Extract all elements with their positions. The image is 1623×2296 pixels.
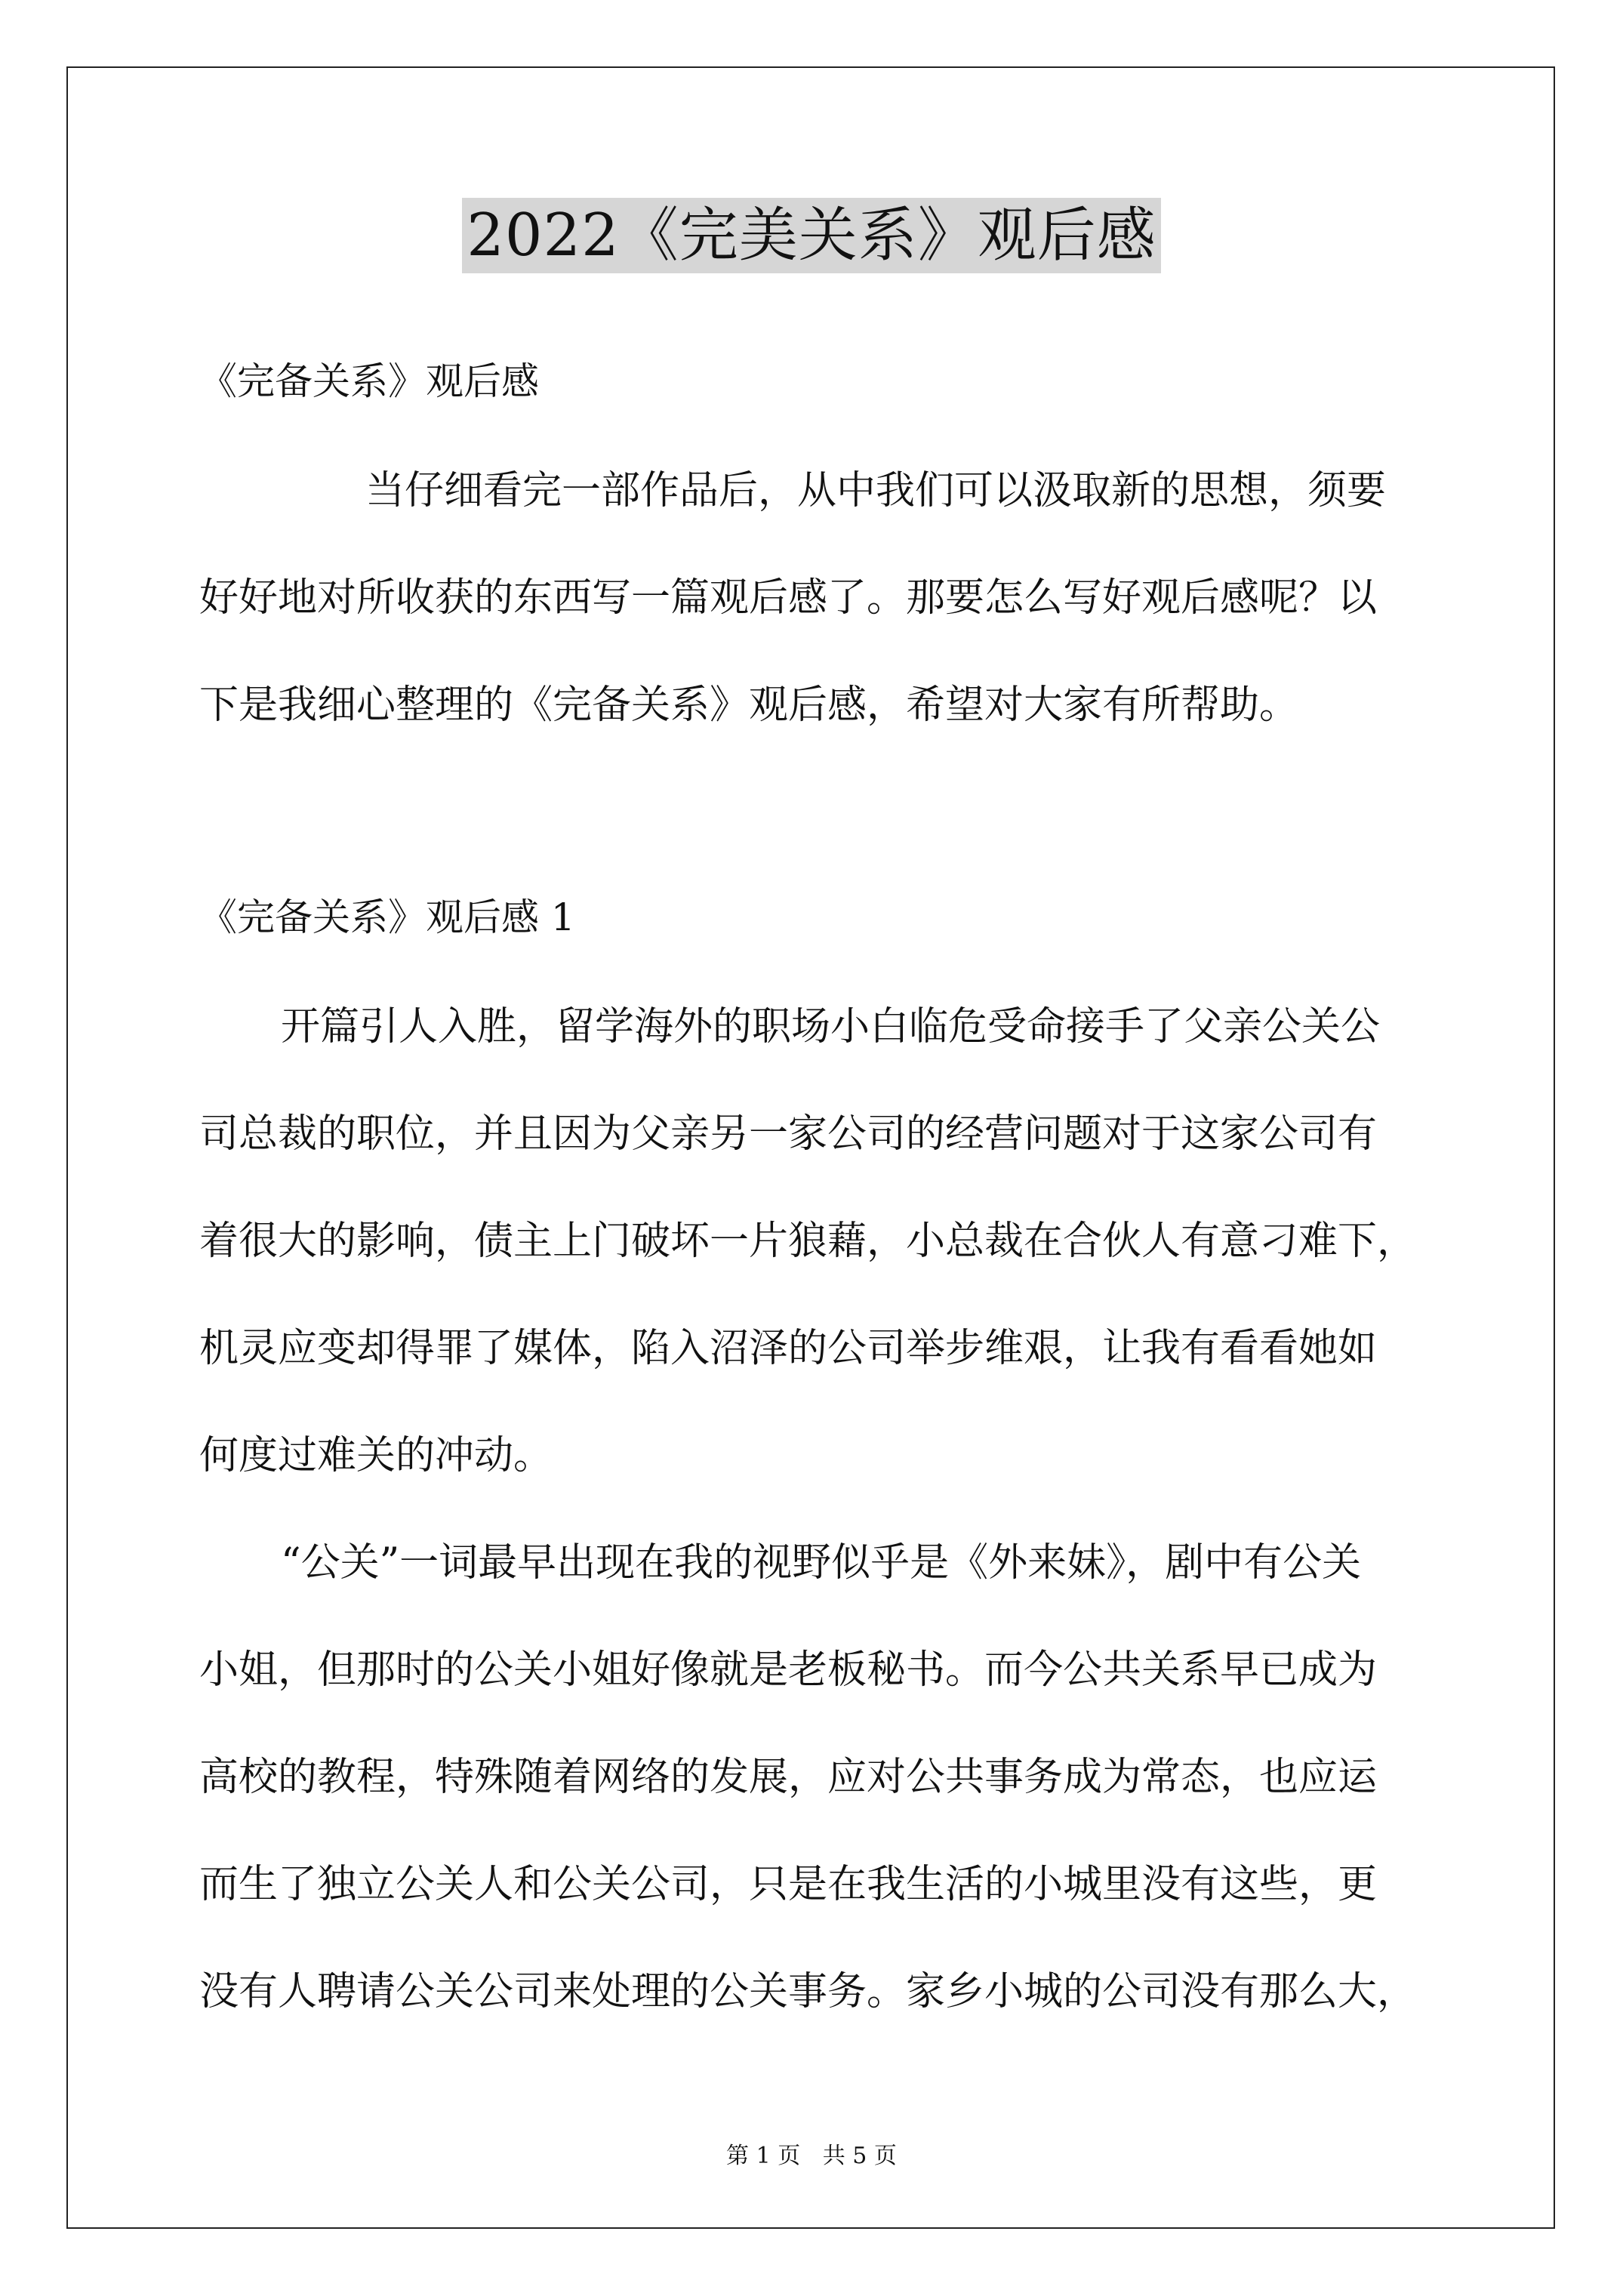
para1-line: 何度过难关的冲动。 [199, 1433, 553, 1478]
para1-line: 开篇引人入胜，留学海外的职场小白临危受命接手了父亲公关公 [281, 1004, 1381, 1049]
para1-line: 司总裁的职位，并且因为父亲另一家公司的经营问题对于这家公司有 [199, 1111, 1378, 1157]
para1-line: 机灵应变却得罪了媒体，陷入沼泽的公司举步维艰，让我有看看她如 [199, 1326, 1378, 1371]
para2-line: 而生了独立公关人和公关公司，只是在我生活的小城里没有这些，更 [199, 1862, 1378, 1907]
para2-line: 没有人聘请公关公司来处理的公关事务。家乡小城的公司没有那么大， [199, 1969, 1417, 2014]
para1-line: 着很大的影响，债主上门破坏一片狼藉，小总裁在合伙人有意刁难下， [199, 1219, 1417, 1264]
title-container [0, 198, 1623, 273]
page-total: 共 5 页 [822, 2143, 897, 2169]
para2-line: 高校的教程，特殊随着网络的发展，应对公共事务成为常态，也应运 [199, 1755, 1378, 1800]
document-title: 2022《完美关系》观后感 [462, 198, 1161, 273]
para2-line: 小姐，但那时的公关小姐好像就是老板秘书。而今公共关系早已成为 [199, 1647, 1378, 1693]
intro-line: 当仔细看完一部作品后，从中我们可以汲取新的思想，须要 [365, 468, 1387, 513]
part1-heading: 《完备关系》观后感 1 [199, 895, 575, 939]
page-footer [0, 2141, 1623, 2171]
intro-line: 下是我细心整理的《完备关系》观后感，希望对大家有所帮助。 [199, 683, 1299, 728]
page-number: 第 1 页 [726, 2143, 801, 2169]
intro-line: 好好地对所收获的东西写一篇观后感了。那要怎么写好观后感呢？以 [199, 575, 1378, 621]
para2-line: “公关”一词最早出现在我的视野似乎是《外来妹》，剧中有公关 [281, 1540, 1362, 1586]
section-heading: 《完备关系》观后感 [199, 359, 539, 403]
